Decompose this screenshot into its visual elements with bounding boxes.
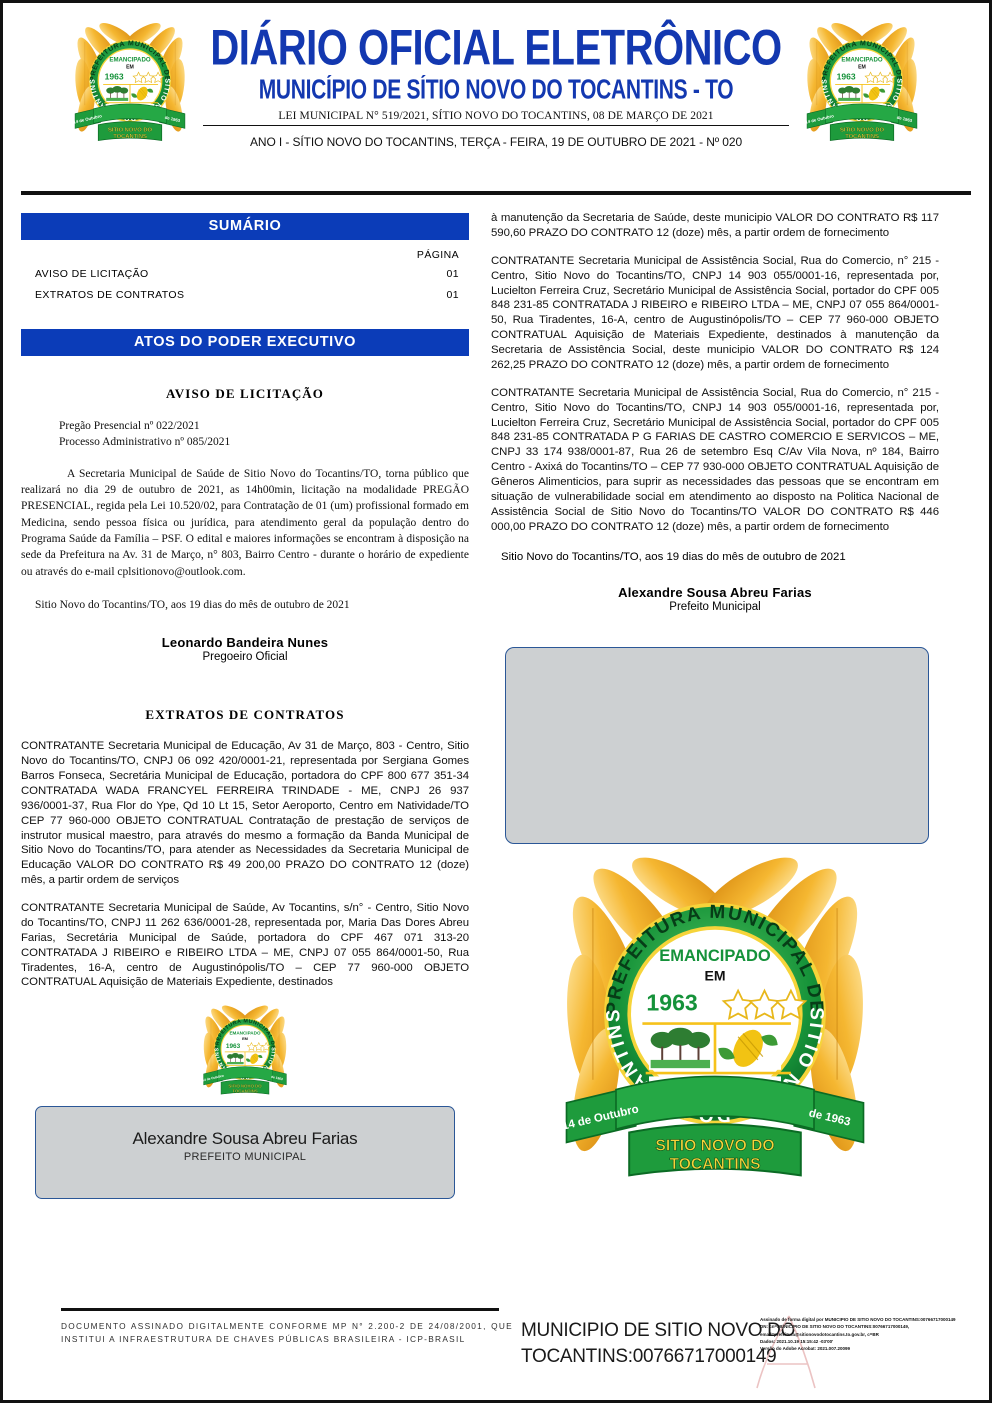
prefeito-signer-name: Alexandre Sousa Abreu Farias: [618, 584, 812, 600]
masthead-issue-line: ANO I - SÍTIO NOVO DO TOCANTINS, TERÇA - FEIRA, 19 DE OUTUBRO DE 2021 - Nº 020: [249, 135, 743, 149]
aviso-heading: AVISO DE LICITAÇÃO: [165, 386, 325, 401]
contract-paragraph: CONTRATANTE Secretaria Municipal de Educação, Av 31 de Março, 803 - Centro, Sitio Novo do Tocantins/TO, CNPJ 06 092 420/0001-21, representada por Sergiana Gomes Barros Fonseca, Secretária Municipal de Educação, portadora do CPF 800 677 351-34 CONTRATADA WADA FRANCYEL FERREIRA TRINDADE - ME, CNPJ 26 937 936/0001-37, Rua Flor do Ype, Qd 10 Lt 15, Setor Aeroporto, Centro em Natividade/TO CEP 77 960-000 OBJETO CONTRATUAL Contratação de prestação de serviços de instrutor musical maestro, para através do mesmo a formação da Banda Municipal de Sitio Novo do Tocantins/TO, para atender as Necessidades da Secretaria Municipal de Educação VALOR DO CONTRATO R$ 49 200,00 PRAZO DO CONTRATO 12 (doze) mês, a partir ordem de serviços: [21, 740, 469, 887]
acts-header-bar: ATOS DO PODER EXECUTIVO: [21, 329, 469, 356]
contract-paragraph: CONTRATANTE Secretaria Municipal de Saúde, Av Tocantins, s/n° - Centro, Sitio Novo do Tocantins/TO, CNPJ 11 262 636/0001-28, representada por, Maria Das Dores Abreu Farias, Secretária Municipal de Saúde, portadora do CPF 467 071 313-20 CONTRATADA J RIBEIRO e RIBEIRO LTDA – ME, CNPJ 07 055 864/0001-50, Rua Tiradentes, 16-A, centro de Augustinópolis/TO – CEP 77 960-000 OBJETO CONTRATUAL Aquisição de Materiais Expediente, destinados: [21, 902, 469, 989]
summary-item-aviso[interactable]: [35, 268, 459, 280]
footer-signature-line2: TOCANTINS:00766717000149: [521, 1345, 777, 1367]
meta-line: DN: cn=MUNICIPIO DE SITIO NOVO DO TOCANTINS:00766717000149,: [760, 1324, 910, 1330]
municipal-crest-icon-large: [539, 852, 891, 1182]
page-footer: [3, 1304, 989, 1400]
extratos-heading: EXTRATOS DE CONTRATOS: [145, 707, 345, 723]
meta-line: Assinado de forma digital por MUNICIPIO DE SITIO NOVO DO TOCANTINS:00766717000149: [760, 1317, 956, 1322]
meta-line: email=prefeitura@sitionovodotocantins.to.gov.br, c=BR: [760, 1331, 879, 1337]
summary-page-column-header: PÁGINA: [416, 249, 459, 261]
aviso-body: [21, 418, 469, 613]
page-title: DIÁRIO OFICIAL ELETRÔNICO: [210, 20, 782, 76]
masthead-center: [203, 9, 789, 149]
footer-signature-metadata: [760, 1316, 992, 1352]
footer-signature-name: [521, 1318, 795, 1370]
municipal-crest-icon-small: [199, 1004, 291, 1096]
extratos-body: [21, 739, 469, 990]
aviso-date-line: Sitio Novo do Tocantins/TO, aos 19 dias do mês de outubro de 2021: [35, 598, 350, 611]
aviso-signer-name: Leonardo Bandeira Nunes: [161, 635, 329, 651]
summary-item-extratos[interactable]: [35, 289, 459, 301]
prefeito-signer-role: Prefeito Municipal: [669, 600, 761, 613]
summary-item-page: 01: [446, 268, 459, 280]
contract-paragraph: CONTRATANTE Secretaria Municipal de Assistência Social, Rua do Comercio, n° 215 - Centro, Sitio Novo do Tocantins/TO, CNPJ 14 903 055/0001-16, representada por, Lucielton Ferreira Cruz, Secretário Municipal de Assistência Social, portador do CPF 005 848 231-85 CONTRATADA P G FARIAS DE CASTRO COMERCIO E SERVICOS – ME, CNPJ 33 174 938/0001-87, Rua 26 de setembro Esq C/Av Vila Nova, nº 184, Bairro Centro - Axixá do Tocantins/TO – CEP 77 930-000 OBJETO CONTRATUAL Aquisição de Gêneros Alimenticios, para suprir as necessidades das pessoas que se encontram em situação de vulnerabilidade social em atendimento ao disposto na Politica Nacional de Assistência Social de Sitio Novo do Tocantins/TO VALOR DO CONTRATO R$ 446 000,00 PRAZO DO CONTRATO 12 (doze) mês, a partir ordem de fornecimento: [491, 386, 939, 533]
municipal-crest-icon-right: [801, 21, 923, 143]
aviso-signer-role: Pregoeiro Oficial: [202, 651, 288, 664]
contract-continuation: à manutenção da Secretaria de Saúde, deste municipio VALOR DO CONTRATO R$ 117 590,60 PRAZO DO CONTRATO 12 (doze) mês, a partir ordem de fornecimento: [491, 212, 939, 239]
meta-line: Versão do Adobe Acrobat: 2021.007.20099: [760, 1346, 850, 1352]
footer-divider: [61, 1308, 499, 1311]
summary-item-label: EXTRATOS DE CONTRATOS: [35, 289, 185, 301]
footer-signature-line1: MUNICIPIO DE SITIO NOVO DO: [521, 1320, 796, 1341]
meta-line: Dados: 2021.10.19 15:15:42 -03'00': [760, 1338, 834, 1344]
summary-item-page: 01: [446, 289, 459, 301]
summary-header-bar: SUMÁRIO: [21, 213, 469, 240]
contract-paragraph: CONTRATANTE Secretaria Municipal de Assistência Social, Rua do Comercio, n° 215 - Centro, Sitio Novo do Tocantins/TO, CNPJ 14 903 055/0001-16, representada por, Lucielton Ferreira Cruz, Secretário Municipal de Assistência Social, portador do CPF 005 848 231-85 CONTRATADA J RIBEIRO e RIBEIRO LTDA – ME, CNPJ 07 055 864/0001-50, Rua Tiradentes, 16-A, centro de Augustinópolis/TO – CEP 77 960-000 OBJETO CONTRATUAL Aquisição de Materiais Expediente, destinados à manutenção da Secretaria de Assistência Social, deste municipio VALOR DO CONTRATO R$ 124 262,25 PRAZO DO CONTRATO 12 (doze) mês, a partir ordem de fornecimento: [491, 254, 939, 371]
aviso-paragraph: A Secretaria Municipal de Saúde de Sitio Novo do Tocantins/TO, torna público que realizará no dia 29 de outubro de 2021, as 14h00min, licitação na modalidade PREGÃO PRESENCIAL, regida pela Lei 10.520/02, para Contratação de 01 (um) profissional formado em Medicina, sendo pessoa física ou jurídica, para atendimento geral da população dentro do Programa Saúde da Família – PSF. O edital e maiores informações se encontram à disposição na sede da Prefeitura na Av. 31 de Março, n° 803, Bairro Centro - durante o horário de expediente ou através do e-mail cplsitionovo@outlook.com.: [21, 467, 469, 578]
signature-box-name: Alexandre Sousa Abreu Farias: [132, 1129, 358, 1149]
masthead: [3, 3, 989, 179]
signature-box-role: PREFEITO MUNICIPAL: [183, 1151, 307, 1164]
digital-signature-placeholder-box[interactable]: [505, 647, 929, 844]
municipal-crest-icon-left: [69, 21, 191, 143]
content-columns: [3, 195, 989, 1340]
aviso-ref-processo: Processo Administrativo nº 085/2021: [59, 436, 231, 449]
aviso-ref-pregao: Pregão Presencial nº 022/2021: [59, 420, 200, 432]
left-column: [21, 211, 469, 1340]
right-column-body: [491, 211, 939, 535]
masthead-law-line: LEI MUNICIPAL N° 519/2021, SÍTIO NOVO DO TOCANTINS, 08 DE MARÇO DE 2021: [203, 110, 789, 126]
footer-legal-notice: DOCUMENTO ASSINADO DIGITALMENTE CONFORME MP N° 2.200-2 DE 24/08/2001, QUE INSTITUI A INFRAESTRUTURA DE CHAVES PÚBLICAS BRASILEIRA - ICP-BRASIL: [61, 1321, 513, 1344]
right-column: [491, 211, 939, 1340]
page-subtitle: MUNICÍPIO DE SÍTIO NOVO DO TOCANTINS - TO: [258, 75, 734, 105]
summary-item-label: AVISO DE LICITAÇÃO: [35, 268, 149, 280]
digital-signature-box[interactable]: [35, 1106, 455, 1199]
right-column-date-line: Sitio Novo do Tocantins/TO, aos 19 dias do mês de outubro de 2021: [501, 550, 846, 563]
